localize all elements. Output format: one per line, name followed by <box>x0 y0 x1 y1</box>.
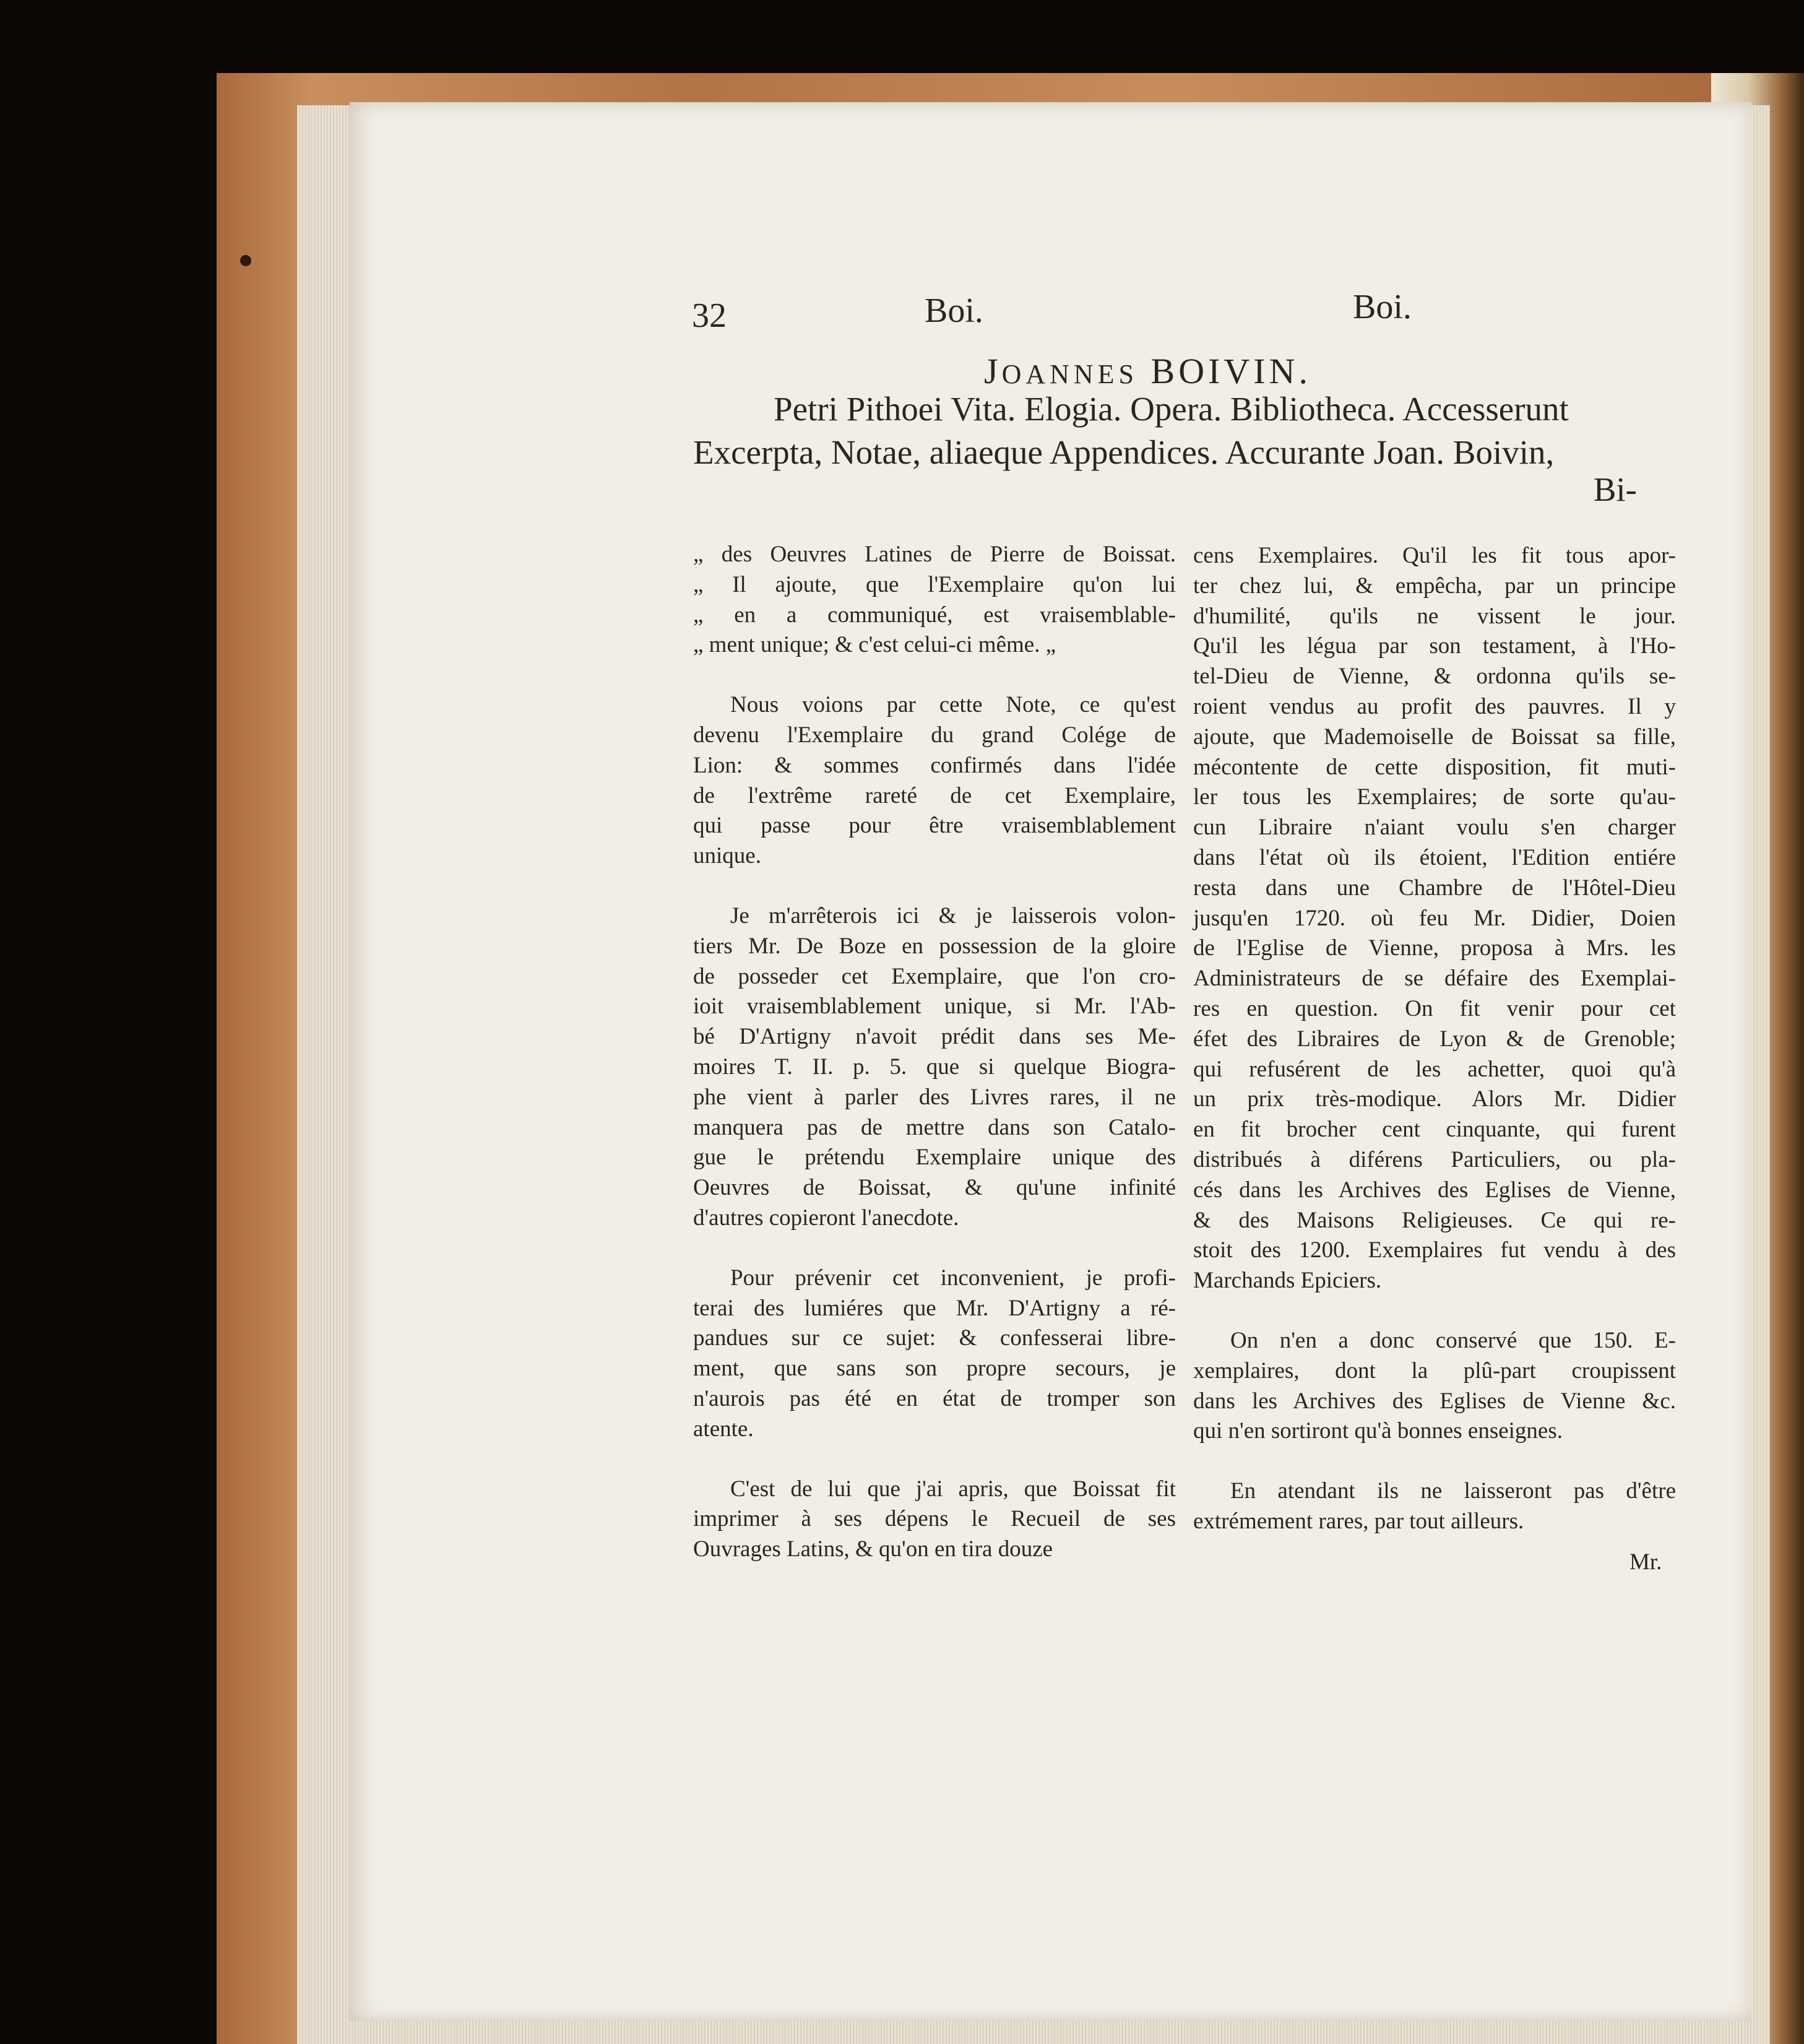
text-line: stoit des 1200. Exemplaires fut vendu à des <box>1193 1237 1676 1263</box>
author-initial: J <box>984 351 1002 391</box>
entry-title-line-1: Petri Pithoei Vita. Elogia. Opera. Bibliotheca. Accesserunt <box>774 390 1569 428</box>
text-line: unique. <box>693 843 761 869</box>
text-line: d'autres copieront l'anecdote. <box>693 1205 959 1231</box>
text-line: tiers Mr. De Boze en possession de la gloire <box>693 933 1176 959</box>
text-line: Je m'arrêterois ici & je laisserois volon- <box>730 903 1176 929</box>
text-line: roient vendus au profit des pauvres. Il y <box>1193 693 1676 719</box>
author-given-name: OANNES <box>1001 359 1139 389</box>
text-line: atente. <box>693 1416 754 1442</box>
text-line: Lion: & sommes confirmés dans l'idée <box>693 752 1176 778</box>
text-line: qui passe pour être vraisemblablement <box>693 813 1176 839</box>
text-line: de l'extrême rareté de cet Exemplaire, <box>693 782 1176 808</box>
text-line: de posseder cet Exemplaire, que l'on cro- <box>693 963 1176 989</box>
text-line: Qu'il les légua par son testament, à l'Ho- <box>1193 633 1676 659</box>
text-line: bé D'Artigny n'avoit prédit dans ses Me- <box>693 1024 1176 1050</box>
text-line: manquera pas de mettre dans son Catalo- <box>693 1114 1176 1140</box>
text-line: distribués à diférens Particuliers, ou pla- <box>1193 1146 1676 1172</box>
text-line: tel-Dieu de Vienne, & ordonna qu'ils se- <box>1193 664 1676 690</box>
text-line: C'est de lui que j'ai apris, que Boissat fit <box>730 1476 1176 1502</box>
text-line: phe vient à parler des Livres rares, il ne <box>693 1084 1176 1110</box>
text-line: cés dans les Archives des Eglises de Vienne, <box>1193 1177 1676 1203</box>
text-line: ler tous les Exemplaires; de sorte qu'au- <box>1193 784 1676 810</box>
right-column <box>1193 541 1676 1537</box>
text-line: moires T. II. p. 5. que si quelque Biogra- <box>693 1054 1176 1080</box>
text-line: xemplaires, dont la plû-part croupissent <box>1193 1358 1676 1384</box>
entry-author <box>984 350 1311 392</box>
text-line: Marchands Epiciers. <box>1193 1268 1382 1294</box>
entry-title-line-3: Bi- <box>1593 470 1637 508</box>
text-line: Administrateurs de se défaire des Exemplai- <box>1193 966 1676 992</box>
left-column <box>693 540 1176 1565</box>
text-line: d'humilité, qu'ils ne vissent le jour. <box>1193 603 1676 629</box>
text-line: ter chez lui, & empêcha, par un principe <box>1193 573 1676 599</box>
text-line: cens Exemplaires. Qu'il les fit tous apor- <box>1193 543 1676 568</box>
text-line: res en question. On fit venir pour cet <box>1193 995 1676 1021</box>
binding-hole <box>240 255 251 266</box>
text-line: mécontente de cette disposition, fit muti- <box>1193 754 1676 780</box>
text-line: un prix très-modique. Alors Mr. Didier <box>1193 1086 1676 1112</box>
text-line: „ en a communiqué, est vraisemblable- <box>693 602 1176 628</box>
text-line: ajoute, que Mademoiselle de Boissat sa fille, <box>1193 724 1676 750</box>
text-line: dans les Archives des Eglises de Vienne &c. <box>1193 1388 1676 1414</box>
text-line: extrémement rares, par tout ailleurs. <box>1193 1508 1524 1534</box>
text-line: ioit vraisemblablement unique, si Mr. l'Ab- <box>693 994 1176 1020</box>
text-line: „ Il ajoute, que l'Exemplaire qu'on lui <box>693 571 1176 597</box>
entry-title-line-2: Excerpta, Notae, aliaeque Appendices. Accurante Joan. Boivin, <box>693 433 1555 471</box>
text-line: devenu l'Exemplaire du grand Colége de <box>693 722 1176 748</box>
catchword: Mr. <box>1629 1549 1662 1575</box>
text-line: resta dans une Chambre de l'Hôtel-Dieu <box>1193 875 1676 901</box>
page-number: 32 <box>692 297 727 335</box>
text-line: „ ment unique; & c'est celui-ci même. „ <box>693 632 1056 658</box>
text-line: ment, que sans son propre secours, je <box>693 1356 1176 1382</box>
text-line: dans l'état où ils étoient, l'Edition entiére <box>1193 844 1676 870</box>
text-line: En atendant ils ne laisseront pas d'être <box>1230 1478 1676 1504</box>
text-line: Pour prévenir cet inconvenient, je profi- <box>730 1265 1176 1291</box>
text-line: Nous voions par cette Note, ce qu'est <box>730 692 1176 718</box>
text-line: en fit brocher cent cinquante, qui furent <box>1193 1117 1676 1143</box>
text-line: de l'Eglise de Vienne, proposa à Mrs. les <box>1193 935 1676 961</box>
text-line: & des Maisons Religieuses. Ce qui re- <box>1193 1207 1676 1233</box>
text-line: terai des lumiéres que Mr. D'Artigny a ré- <box>693 1295 1176 1321</box>
text-line: cun Libraire n'aiant voulu s'en charger <box>1193 815 1676 841</box>
text-line: Ouvrages Latins, & qu'on en tira douze <box>693 1536 1053 1562</box>
text-line: jusqu'en 1720. où feu Mr. Didier, Doien <box>1193 905 1676 931</box>
text-line: „ des Oeuvres Latines de Pierre de Boissat. <box>693 542 1176 567</box>
text-line: Oeuvres de Boissat, & qu'une infinité <box>693 1175 1176 1201</box>
text-line: éfet des Libraires de Lyon & de Grenoble; <box>1193 1026 1676 1052</box>
text-line: On n'en a donc conservé que 150. E- <box>1230 1327 1676 1353</box>
running-head-right: Boi. <box>1353 288 1412 326</box>
text-line: imprimer à ses dépens le Recueil de ses <box>693 1506 1176 1532</box>
text-line: pandues sur ce sujet: & confesserai libre- <box>693 1325 1176 1351</box>
text-line: gue le prétendu Exemplaire unique des <box>693 1145 1176 1171</box>
text-line: qui n'en sortiront qu'à bonnes enseignes. <box>1193 1418 1563 1444</box>
text-line: qui refusérent de les achetter, quoi qu'à <box>1193 1056 1676 1082</box>
text-line: n'aurois pas été en état de tromper son <box>693 1385 1176 1411</box>
running-head-left: Boi. <box>925 292 983 330</box>
author-surname: BOIVIN. <box>1150 351 1312 391</box>
